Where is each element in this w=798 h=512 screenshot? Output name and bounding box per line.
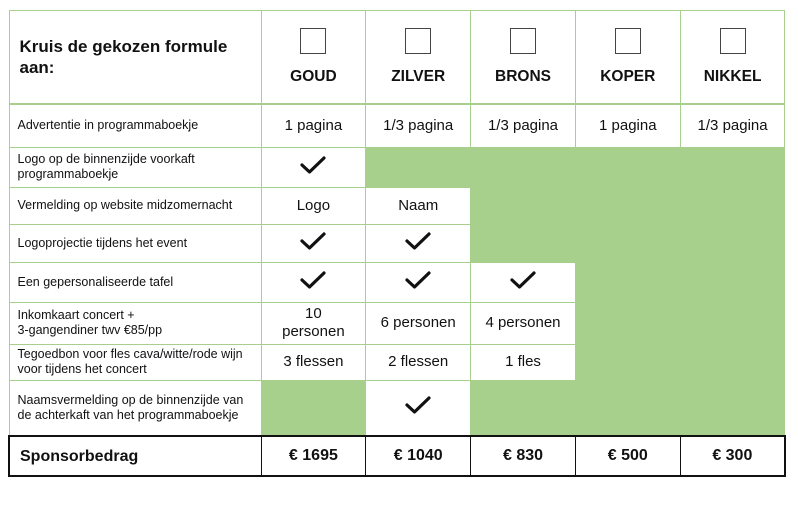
value-cell: 4 personen xyxy=(471,302,576,344)
sponsorship-table xyxy=(8,10,786,477)
unavailable-cell xyxy=(471,147,576,187)
value-cell: 1/3 pagina xyxy=(366,104,471,147)
unavailable-cell xyxy=(680,380,785,436)
sponsor-amount-row xyxy=(9,436,785,476)
tier-header-brons xyxy=(471,11,576,105)
unavailable-cell xyxy=(471,380,576,436)
sponsor-amount: € 1695 xyxy=(261,436,366,476)
included-cell xyxy=(366,262,471,302)
unavailable-cell xyxy=(680,187,785,224)
tier-header-goud xyxy=(261,11,366,105)
feature-label: Een gepersonaliseerde tafel xyxy=(9,262,261,302)
sponsor-amount-label: Sponsorbedrag xyxy=(9,436,261,476)
value-cell: Naam xyxy=(366,187,471,224)
table-row xyxy=(9,104,785,147)
unavailable-cell xyxy=(471,224,576,262)
unavailable-cell xyxy=(680,147,785,187)
value-cell: 1 pagina xyxy=(261,104,366,147)
checkmark-icon xyxy=(300,155,326,175)
unavailable-cell xyxy=(575,302,680,344)
included-cell xyxy=(366,380,471,436)
checkbox-icon[interactable] xyxy=(300,28,326,54)
value-cell: 1/3 pagina xyxy=(471,104,576,147)
unavailable-cell xyxy=(575,380,680,436)
table-row xyxy=(9,344,785,380)
value-cell: 10 personen xyxy=(261,302,366,344)
header-row xyxy=(9,11,785,105)
unavailable-cell xyxy=(680,344,785,380)
sponsor-amount: € 300 xyxy=(680,436,785,476)
value-cell: 1/3 pagina xyxy=(680,104,785,147)
value-cell: Logo xyxy=(261,187,366,224)
checkmark-icon xyxy=(405,395,431,415)
feature-label: Logo op de binnenzijde voorkaft programmaboekje xyxy=(9,147,261,187)
included-cell xyxy=(261,262,366,302)
unavailable-cell xyxy=(575,147,680,187)
value-cell: 1 pagina xyxy=(575,104,680,147)
included-cell xyxy=(366,224,471,262)
tier-name: GOUD xyxy=(290,68,337,85)
value-cell: 6 personen xyxy=(366,302,471,344)
checkmark-icon xyxy=(405,231,431,251)
sponsor-amount: € 830 xyxy=(471,436,576,476)
checkmark-icon xyxy=(300,231,326,251)
value-cell: 2 flessen xyxy=(366,344,471,380)
unavailable-cell xyxy=(261,380,366,436)
feature-label: Tegoedbon voor fles cava/witte/rode wijn voor tijdens het concert xyxy=(9,344,261,380)
table-row xyxy=(9,147,785,187)
table-row xyxy=(9,224,785,262)
unavailable-cell xyxy=(366,147,471,187)
feature-label: Advertentie in programmaboekje xyxy=(9,104,261,147)
table-row xyxy=(9,262,785,302)
tier-name: ZILVER xyxy=(391,68,446,85)
table-row xyxy=(9,380,785,436)
unavailable-cell xyxy=(575,344,680,380)
unavailable-cell xyxy=(575,262,680,302)
tier-name: KOPER xyxy=(600,68,656,85)
tier-header-nikkel xyxy=(680,11,785,105)
instruction-heading: Kruis de gekozen formule aan: xyxy=(9,11,261,105)
included-cell xyxy=(261,224,366,262)
checkmark-icon xyxy=(405,270,431,290)
sponsor-amount: € 1040 xyxy=(366,436,471,476)
feature-label: Logoprojectie tijdens het event xyxy=(9,224,261,262)
checkbox-icon[interactable] xyxy=(405,28,431,54)
unavailable-cell xyxy=(471,187,576,224)
checkmark-icon xyxy=(300,270,326,290)
unavailable-cell xyxy=(575,187,680,224)
unavailable-cell xyxy=(575,224,680,262)
tier-name: BRONS xyxy=(495,68,551,85)
tier-header-zilver xyxy=(366,11,471,105)
sponsor-amount: € 500 xyxy=(575,436,680,476)
checkmark-icon xyxy=(510,270,536,290)
value-cell: 1 fles xyxy=(471,344,576,380)
unavailable-cell xyxy=(680,302,785,344)
feature-label: Vermelding op website midzomernacht xyxy=(9,187,261,224)
feature-label: Inkomkaart concert + 3-gangendiner twv €85/pp xyxy=(9,302,261,344)
included-cell xyxy=(261,147,366,187)
checkbox-icon[interactable] xyxy=(510,28,536,54)
checkbox-icon[interactable] xyxy=(720,28,746,54)
tier-name: NIKKEL xyxy=(703,68,762,85)
tier-header-koper xyxy=(575,11,680,105)
unavailable-cell xyxy=(680,224,785,262)
feature-label: Naamsvermelding op de binnenzijde van de achterkaft van het programmaboekje xyxy=(9,380,261,436)
checkbox-icon[interactable] xyxy=(615,28,641,54)
value-cell: 3 flessen xyxy=(261,344,366,380)
table-row xyxy=(9,187,785,224)
unavailable-cell xyxy=(680,262,785,302)
table-row xyxy=(9,302,785,344)
included-cell xyxy=(471,262,576,302)
